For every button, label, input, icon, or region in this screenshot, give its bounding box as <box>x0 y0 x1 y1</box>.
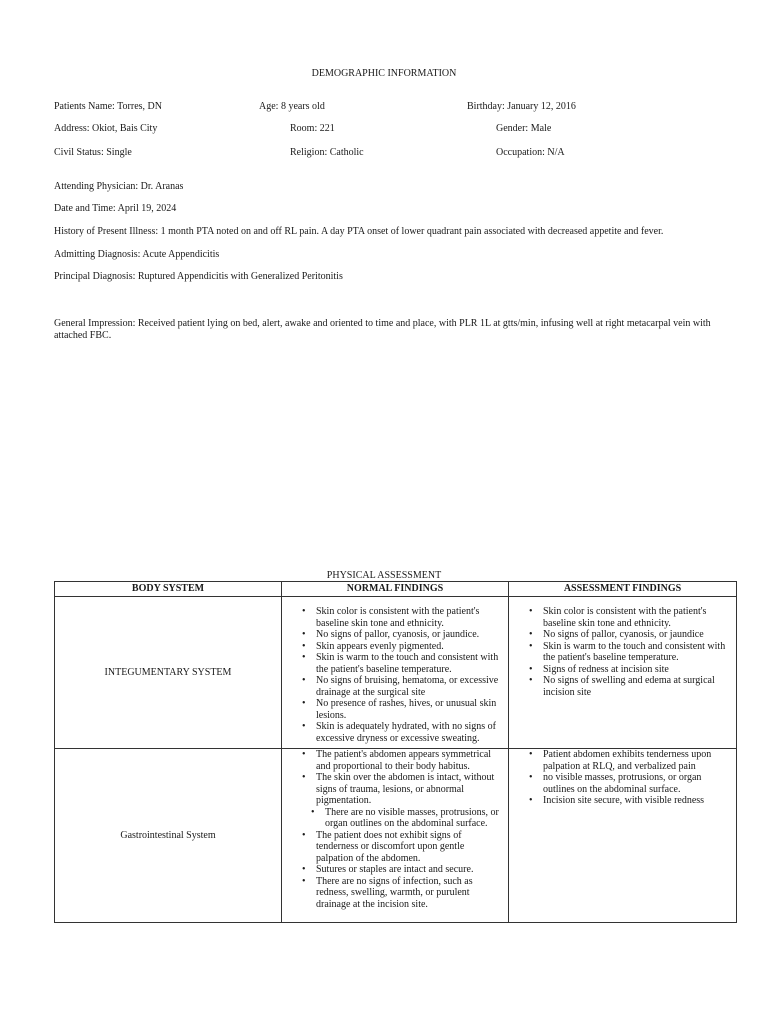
table-row <box>55 749 737 923</box>
list-item: • Skin is adequately hydrated, with no signs of excessive dryness or excessive sweating. <box>316 721 500 744</box>
patient-address: Address: Okiot, Bais City <box>54 123 158 134</box>
header-body-system: BODY SYSTEM <box>55 582 282 597</box>
list-item: • no visible masses, protrusions, or organ outlines on the abdominal surface. <box>543 772 728 795</box>
admitting-diagnosis: Admitting Diagnosis: Acute Appendicitis <box>54 249 220 260</box>
assessment-findings-list <box>509 749 728 807</box>
patient-religion: Religion: Catholic <box>290 147 364 158</box>
physical-assessment-table <box>54 581 737 923</box>
patient-room: Room: 221 <box>290 123 335 134</box>
list-item: • Skin color is consistent with the patient's baseline skin tone and ethnicity. <box>543 606 728 629</box>
normal-findings-list <box>282 606 500 744</box>
attending-physician: Attending Physician: Dr. Aranas <box>54 181 184 192</box>
list-item: • The patient does not exhibit signs of tenderness or discomfort upon gentle palpation of the abdomen. <box>316 830 500 865</box>
assessment-findings-cell <box>509 749 737 923</box>
normal-findings-cell <box>282 749 509 923</box>
principal-diagnosis: Principal Diagnosis: Ruptured Appendicitis with Generalized Peritonitis <box>54 271 343 282</box>
list-item: • Skin is warm to the touch and consistent with the patient's baseline temperature. <box>316 652 500 675</box>
list-item: • No signs of swelling and edema at surgical incision site <box>543 675 728 698</box>
table-row <box>55 597 737 749</box>
list-item: • Sutures or staples are intact and secure. <box>316 864 500 876</box>
patient-birthday: Birthday: January 12, 2016 <box>467 101 576 112</box>
list-item: • Signs of redness at incision site <box>543 664 728 676</box>
list-item: • There are no signs of infection, such as redness, swelling, warmth, or purulent drainage at the incision site. <box>316 876 500 911</box>
list-item: • Skin color is consistent with the patient's baseline skin tone and ethnicity. <box>316 606 500 629</box>
history-present-illness: History of Present Illness: 1 month PTA noted on and off RL pain. A day PTA onset of lower quadrant pain associated with decreased appetite and fever. <box>54 226 664 237</box>
general-impression: General Impression: Received patient lying on bed, alert, awake and oriented to time and place, with PLR 1L at gtts/min, infusing well at right metacarpal vein with attached FBC. <box>54 318 711 341</box>
list-item: • Patient abdomen exhibits tenderness upon palpation at RLQ, and verbalized pain <box>543 749 728 772</box>
date-time: Date and Time: April 19, 2024 <box>54 203 177 214</box>
list-item: • There are no visible masses, protrusions, or organ outlines on the abdominal surface. <box>325 807 500 830</box>
list-item: • Skin is warm to the touch and consistent with the patient's baseline temperature. <box>543 641 728 664</box>
list-item: • Incision site secure, with visible redness <box>543 795 728 807</box>
patient-age: Age: 8 years old <box>259 101 325 112</box>
list-item: • Skin appears evenly pigmented. <box>316 641 500 653</box>
normal-findings-cell <box>282 597 509 749</box>
body-system-cell: INTEGUMENTARY SYSTEM <box>55 597 282 749</box>
list-item: • No signs of pallor, cyanosis, or jaundice <box>543 629 728 641</box>
list-item: • The patient's abdomen appears symmetrical and proportional to their body habitus. <box>316 749 500 772</box>
assessment-findings-cell <box>509 597 737 749</box>
assessment-title: PHYSICAL ASSESSMENT <box>326 570 442 581</box>
list-item: • No presence of rashes, hives, or unusual skin lesions. <box>316 698 500 721</box>
patient-name: Patients Name: Torres, DN <box>54 101 162 112</box>
list-item: • The skin over the abdomen is intact, without signs of trauma, lesions, or abnormal pigmentation. <box>316 772 500 807</box>
normal-findings-list <box>282 749 500 910</box>
list-item: • No signs of pallor, cyanosis, or jaundice. <box>316 629 500 641</box>
header-normal-findings: NORMAL FINDINGS <box>282 582 509 597</box>
list-item: • No signs of bruising, hematoma, or excessive drainage at the surgical site <box>316 675 500 698</box>
body-system-cell: Gastrointestinal System <box>55 749 282 923</box>
header-assessment-findings: ASSESSMENT FINDINGS <box>509 582 737 597</box>
page-title: DEMOGRAPHIC INFORMATION <box>311 68 457 79</box>
patient-civil-status: Civil Status: Single <box>54 147 132 158</box>
patient-gender: Gender: Male <box>496 123 552 134</box>
table-header-row <box>55 582 737 597</box>
patient-occupation: Occupation: N/A <box>496 147 565 158</box>
assessment-findings-list <box>509 606 728 698</box>
